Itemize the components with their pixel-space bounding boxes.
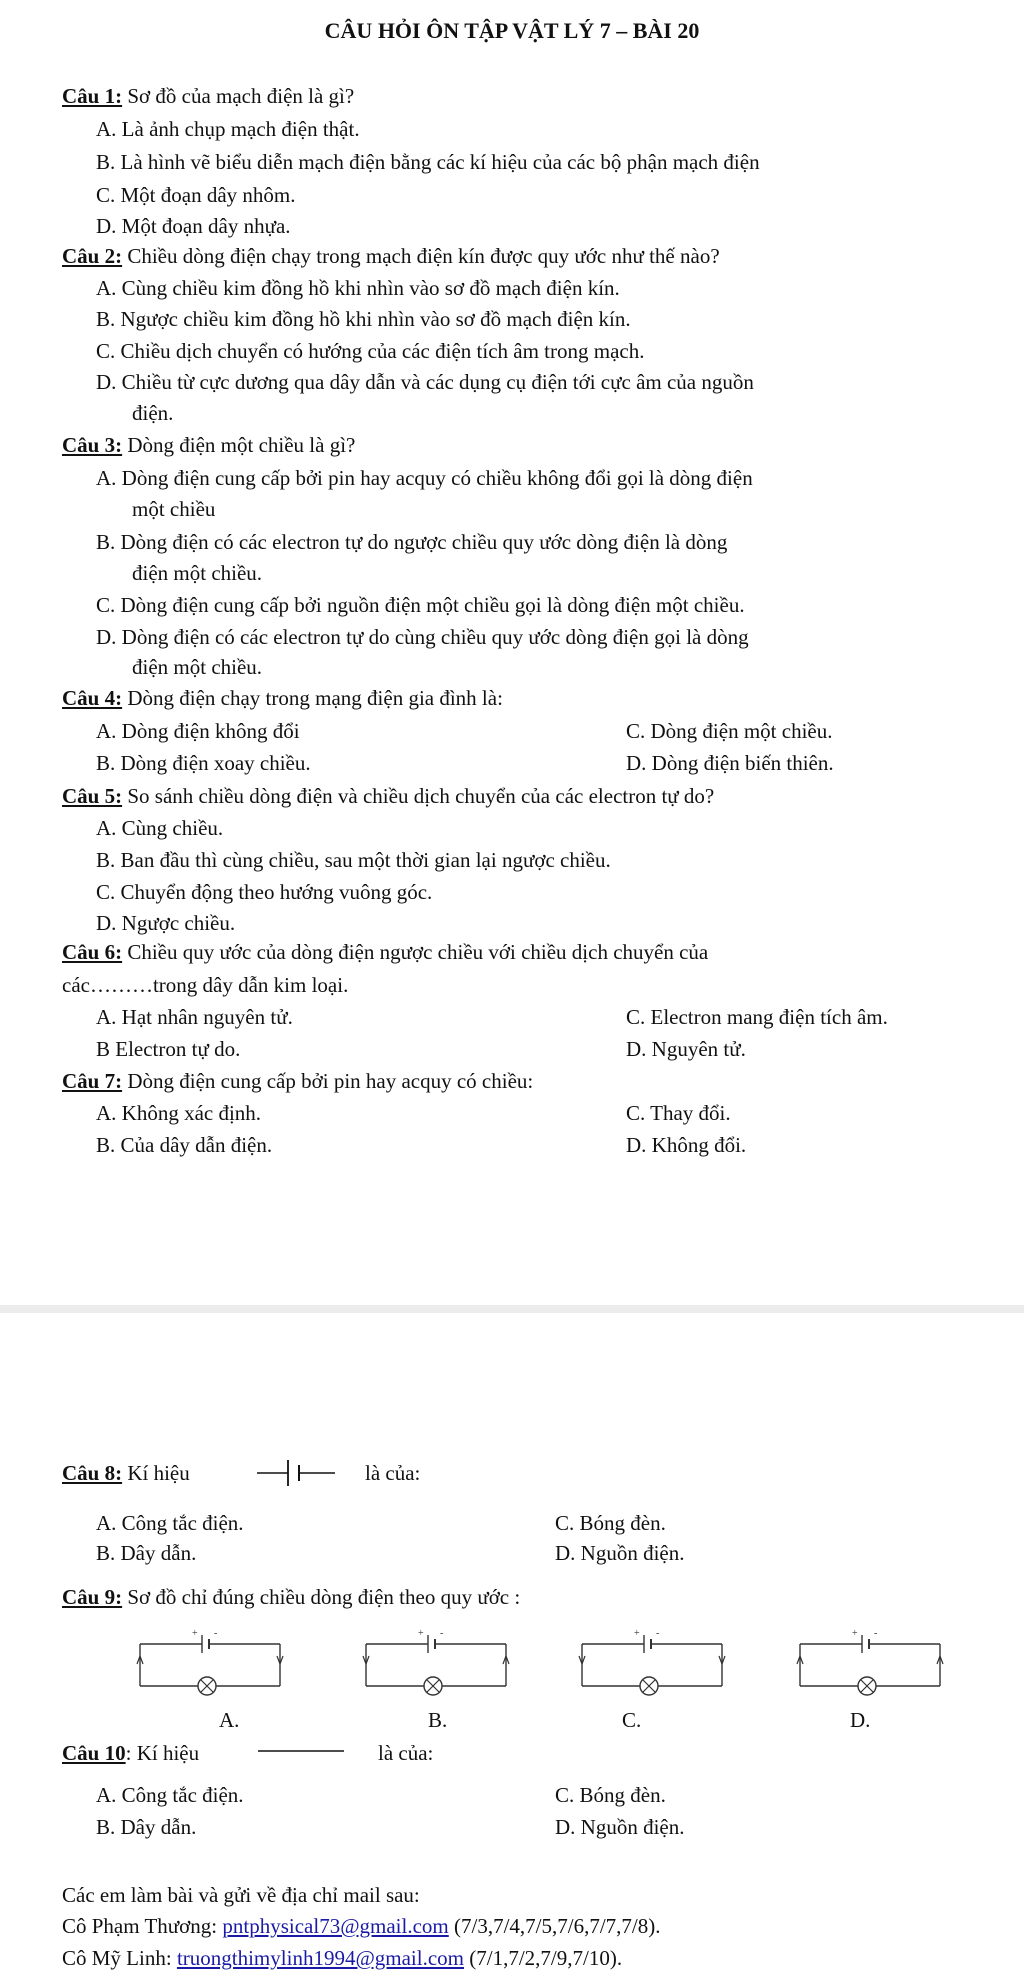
q3-option-d: D. Dòng điện có các electron tự do cùng chiều quy ước dòng điện gọi là dòng [96,625,749,649]
q5-option-a: A. Cùng chiều. [96,816,224,840]
q5-option-d: D. Ngược chiều. [96,911,236,935]
diagram-label-b: B. [428,1708,448,1732]
q2-option-a: A. Cùng chiều kim đồng hồ khi nhìn vào sơ đồ mạch điện kín. [96,276,620,300]
q10-option-d: D. Nguồn điện. [555,1815,685,1839]
svg-text:-: - [440,1628,444,1639]
q3-option-a: A. Dòng điện cung cấp bởi pin hay acquy có chiều không đổi gọi là dòng điện [96,466,753,490]
switch-symbol-icon [255,1456,341,1488]
q6-option-a: A. Hạt nhân nguyên tử. [96,1005,293,1029]
teacher-2-line: Cô Mỹ Linh: truongthimylinh1994@gmail.com (7/1,7/2,7/9,7/10). [62,1946,623,1970]
q2-option-c: C. Chiều dịch chuyển có hướng của các điện tích âm trong mạch. [96,339,645,363]
q6-option-d: D. Nguyên tử. [626,1037,746,1061]
q7-option-b: B. Của dây dẫn điện. [96,1133,273,1157]
q4-option-b: B. Dòng điện xoay chiều. [96,751,311,775]
q3-option-b: B. Dòng điện có các electron tự do ngược chiều quy ước dòng điện là dòng [96,530,728,554]
svg-text:-: - [874,1628,878,1639]
q8-option-b: B. Dây dẫn. [96,1541,197,1565]
q8-option-a: A. Công tắc điện. [96,1511,244,1535]
q3-option-a-cont: một chiều [132,497,216,521]
question-10-suffix: là của: [378,1741,434,1765]
q7-option-c: C. Thay đổi. [626,1101,731,1125]
wire-symbol-icon [256,1740,346,1760]
q1-option-b: B. Là hình vẽ biểu diễn mạch điện bằng các kí hiệu của các bộ phận mạch điện [96,150,760,174]
svg-text:-: - [656,1628,660,1639]
diagram-label-c: C. [622,1708,642,1732]
svg-text:+: + [852,1628,858,1639]
q10-option-c: C. Bóng đèn. [555,1783,666,1807]
diagram-label-d: D. [850,1708,871,1732]
question-9: Câu 9: Sơ đồ chỉ đúng chiều dòng điện theo quy ước : [62,1585,521,1609]
q10-option-a: A. Công tắc điện. [96,1783,244,1807]
q8-option-c: C. Bóng đèn. [555,1511,666,1535]
q3-option-b-cont: điện một chiều. [132,561,263,585]
teacher-1-line: Cô Phạm Thương: pntphysical73@gmail.com (7/3,7/4,7/5,7/6,7/7,7/8). [62,1914,661,1938]
q2-option-d: D. Chiều từ cực dương qua dây dẫn và các dụng cụ điện tới cực âm của nguồn [96,370,754,394]
question-6-cont: các………trong dây dẫn kim loại. [62,973,349,997]
svg-text:+: + [192,1628,198,1639]
question-label: Câu 1: [62,84,123,108]
question-2: Câu 2: Chiều dòng điện chạy trong mạch điện kín được quy ước như thế nào? [62,244,720,268]
question-3: Câu 3: Dòng điện một chiều là gì? [62,433,356,457]
circuit-diagram-b [362,1624,510,1706]
q10-option-b: B. Dây dẫn. [96,1815,197,1839]
circuit-diagram-c [578,1624,726,1706]
q5-option-c: C. Chuyển động theo hướng vuông góc. [96,880,433,904]
q3-option-d-cont: điện một chiều. [132,655,263,679]
q4-option-c: C. Dòng điện một chiều. [626,719,833,743]
email-link-2[interactable]: truongthimylinh1994@gmail.com [176,1946,465,1970]
q1-option-a: A. Là ảnh chụp mạch điện thật. [96,117,360,141]
question-10: Câu 10: Kí hiệu [62,1741,200,1765]
diagram-label-a: A. [219,1708,240,1732]
circuit-diagram-d [796,1624,944,1706]
submission-instructions: Các em làm bài và gửi về địa chỉ mail sau: [62,1883,420,1907]
circuit-diagram-a [136,1624,284,1706]
question-8-suffix: là của: [365,1461,421,1485]
q6-option-b: B Electron tự do. [96,1037,241,1061]
page-title: CÂU HỎI ÔN TẬP VẬT LÝ 7 – BÀI 20 [324,18,700,43]
email-link-1[interactable]: pntphysical73@gmail.com [222,1914,449,1938]
question-8: Câu 8: Kí hiệu [62,1461,190,1485]
svg-text:+: + [418,1628,424,1639]
svg-text:-: - [214,1628,218,1639]
q8-option-d: D. Nguồn điện. [555,1541,685,1565]
question-5: Câu 5: So sánh chiều dòng điện và chiều dịch chuyển của các electron tự do? [62,784,715,808]
question-6: Câu 6: Chiều quy ước của dòng điện ngược chiều với chiều dịch chuyển của [62,940,709,964]
question-7: Câu 7: Dòng điện cung cấp bởi pin hay acquy có chiều: [62,1069,534,1093]
page-break [0,1305,1024,1313]
q6-option-c: C. Electron mang điện tích âm. [626,1005,888,1029]
q2-option-b: B. Ngược chiều kim đồng hồ khi nhìn vào sơ đồ mạch điện kín. [96,307,631,331]
q7-option-d: D. Không đổi. [626,1133,747,1157]
q3-option-c: C. Dòng điện cung cấp bởi nguồn điện một chiều gọi là dòng điện một chiều. [96,593,745,617]
q4-option-a: A. Dòng điện không đổi [96,719,300,743]
question-4: Câu 4: Dòng điện chạy trong mạng điện gia đình là: [62,686,503,710]
q1-option-c: C. Một đoạn dây nhôm. [96,183,296,207]
q7-option-a: A. Không xác định. [96,1101,262,1125]
q2-option-d-cont: điện. [132,401,174,425]
q5-option-b: B. Ban đầu thì cùng chiều, sau một thời gian lại ngược chiều. [96,848,611,872]
q1-option-d: D. Một đoạn dây nhựa. [96,214,291,238]
svg-text:+: + [634,1628,640,1639]
q4-option-d: D. Dòng điện biến thiên. [626,751,834,775]
question-1: Câu 1: Sơ đồ của mạch điện là gì? [62,84,355,108]
